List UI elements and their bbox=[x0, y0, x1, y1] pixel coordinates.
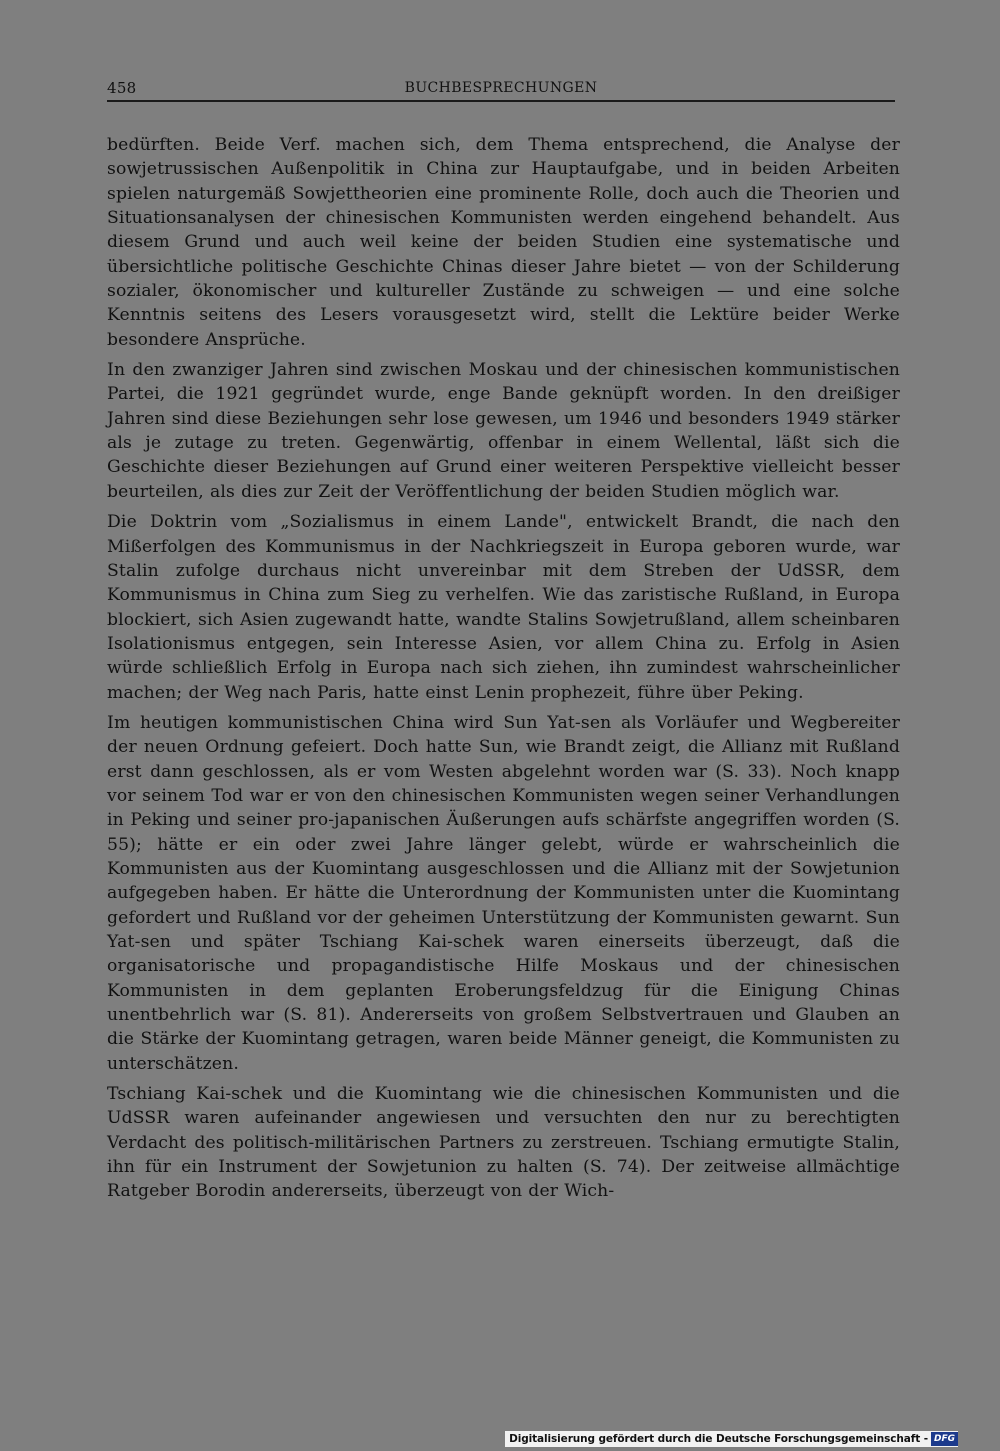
page-header bbox=[107, 78, 895, 102]
page-number: 458 bbox=[107, 79, 137, 97]
paragraph: bedürften. Beide Verf. machen sich, dem Thema entsprechend, die Analyse der sowjetrussischen Außenpolitik in China zur Hauptaufgabe, und in beiden Arbeiten spielen naturgemäß Sowjettheorien eine prominente Rolle, doch auch die Theorien und Situationsanalysen der chinesischen Kommunisten werden eingehend behandelt. Aus diesem Grund und auch weil keine der beiden Studien eine systematische und übersichtliche politische Geschichte Chinas dieser Jahre bietet — von der Schilderung sozialer, ökonomischer und kultureller Zustände zu schweigen — und eine solche Kenntnis seitens des Lesers vorausgesetzt wird, stellt die Lektüre beider Werke besondere Ansprüche. bbox=[107, 135, 900, 350]
paragraph: Im heutigen kommunistischen China wird Sun Yat-sen als Vorläufer und Wegbereiter der neuen Ordnung gefeiert. Doch hatte Sun, wie Brandt zeigt, die Allianz mit Rußland erst dann geschlossen, als er vom Westen abgelehnt worden war (S. 33). Noch knapp vor seinem Tod war er von den chinesischen Kommunisten wegen seiner Verhandlungen in Peking und seiner pro-japanischen Äußerungen aufs schärfste angegriffen worden (S. 55); hätte er ein oder zwei Jahre länger gelebt, würde er wahrscheinlich die Kommunisten aus der Kuomintang ausgeschlossen und die Allianz mit der Sowjetunion aufgegeben haben. Er hätte die Unterordnung der Kommunisten unter die Kuomintang gefordert und Rußland vor der geheimen Unterstützung der Kommunisten gewarnt. Sun Yat-sen und später Tschiang Kai-schek waren einerseits überzeugt, daß die organisatorische und propagandistische Hilfe Moskaus und der chinesischen Kommunisten in dem geplanten Eroberungsfeldzug für die Einigung Chinas unentbehrlich war (S. 81). Andererseits von großem Selbstvertrauen und Glauben an die Stärke der Kuomintang getragen, waren beide Männer geneigt, die Kommunisten zu unterschätzen. bbox=[107, 712, 900, 1074]
paragraph: Die Doktrin vom „Sozialismus in einem Lande", entwickelt Brandt, die nach den Mißerfolgen des Kommunismus in der Nachkriegszeit in Europa geboren wurde, war Stalin zufolge durchaus nicht unvereinbar mit dem Streben der UdSSR, dem Kommunismus in China zum Sieg zu verhelfen. Wie das zaristische Rußland, in Europa blockiert, sich Asien zugewandt hatte, wandte Stalins Sowjetrußland, allem scheinbaren Isolationismus entgegen, sein Interesse Asien, vor allem China zu. Erfolg in Asien würde schließlich Erfolg in Europa nach sich ziehen, ihn zumindest wahrscheinlicher machen; der Weg nach Paris, hatte einst Lenin prophezeit, führe über Peking. bbox=[107, 512, 900, 703]
digitization-footer bbox=[505, 1431, 958, 1447]
paragraph: Tschiang Kai-schek und die Kuomintang wie die chinesischen Kommunisten und die UdSSR waren aufeinander angewiesen und versuchten den nur zu berechtigten Verdacht des politisch-militärischen Partners zu zerstreuen. Tschiang ermutigte Stalin, ihn für ein Instrument der Sowjetunion zu halten (S. 74). Der zeitweise allmächtige Ratgeber Borodin andererseits, überzeugt von der Wich- bbox=[107, 1084, 900, 1202]
paragraph: In den zwanziger Jahren sind zwischen Moskau und der chinesischen kommunistischen Partei, die 1921 gegründet wurde, enge Bande geknüpft worden. In den dreißiger Jahren sind diese Beziehungen sehr lose gewesen, um 1946 und besonders 1949 stärker als je zutage zu treten. Gegenwärtig, offenbar in einem Wellental, läßt sich die Geschichte dieser Beziehungen auf Grund einer weiteren Perspektive vielleicht besser beurteilen, als dies zur Zeit der Veröffentlichung der beiden Studien möglich war. bbox=[107, 360, 900, 502]
running-head: BUCHBESPRECHUNGEN bbox=[404, 80, 598, 96]
article-body bbox=[107, 133, 900, 1210]
footer-credit-text: Digitalisierung gefördert durch die Deutsche Forschungsgemeinschaft - bbox=[509, 1433, 928, 1445]
dfg-logo: DFG bbox=[931, 1432, 958, 1446]
